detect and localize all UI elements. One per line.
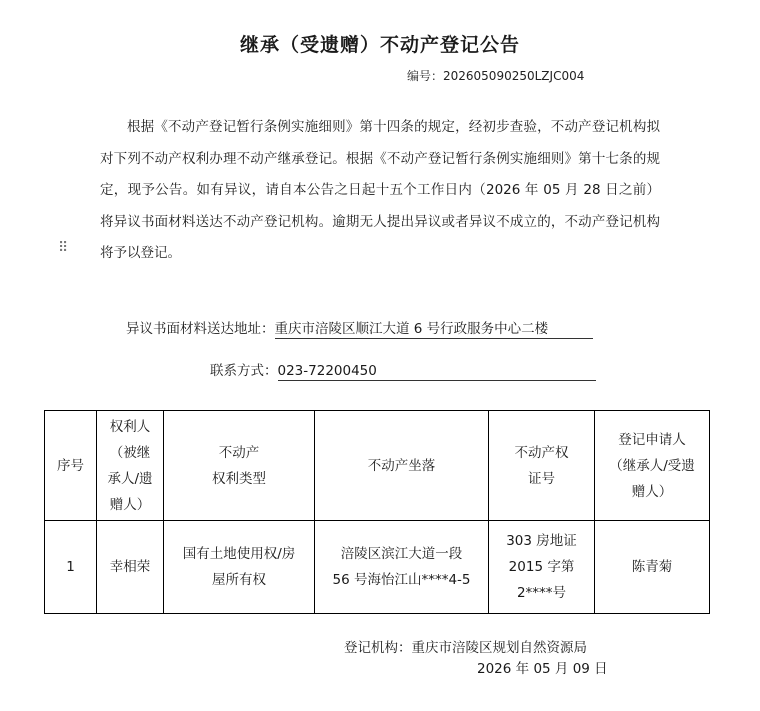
header-applicant (595, 411, 710, 521)
cell-location-line: 56 号海怡江山****4-5 (332, 572, 471, 588)
header-holder (97, 411, 164, 521)
cell-cert-no-line: 2****号 (516, 585, 567, 601)
cell-cert-no (489, 521, 595, 614)
header-cert-no-line: 不动产权 (514, 444, 569, 461)
cell-holder: 幸相荣 (97, 521, 164, 614)
header-right-type (164, 411, 315, 521)
cell-location (315, 521, 489, 614)
cell-location-line: 涪陵区滨江大道一段 (340, 546, 463, 562)
header-cert-no-line: 证号 (528, 470, 555, 487)
objection-address-value: 重庆市涪陵区顺江大道 6 号行政服务中心二楼 (275, 317, 593, 339)
notice-body-paragraph: 根据《不动产登记暂行条例实施细则》第十四条的规定，经初步查验，不动产登记机构拟对下列不动产权利办理不动产继承登记。根据《不动产登记暂行条例实施细则》第十七条的规定，现予公告。如有异议，请自本公告之日起十五个工作日内（2026 年 05 月 28 日之前）将异议书面材料送达不动产登记机构。逾期无人提出异议或者异议不成立的，不动产登记机构将予以登记。 (100, 119, 660, 261)
objection-address-label: 异议书面材料送达地址： (126, 321, 275, 337)
header-applicant-line: 登记申请人 (618, 431, 686, 448)
cell-right-type-line: 国有土地使用权/房 (182, 546, 296, 562)
header-seq: 序号 (45, 411, 97, 521)
notice-title: 继承（受遗赠）不动产登记公告 (239, 34, 520, 56)
cell-cert-no-line: 2015 字第 (508, 559, 575, 575)
header-right-type-line: 权利类型 (212, 470, 266, 487)
header-location: 不动产坐落 (315, 411, 489, 521)
header-holder-line: 赠人） (109, 496, 151, 513)
cell-right-type (164, 521, 315, 614)
cell-cert-no-line: 303 房地证 (506, 533, 577, 549)
cell-right-type-line: 屋所有权 (212, 572, 266, 588)
header-applicant-line: （继承人/受遗 (609, 457, 695, 474)
table-row (45, 521, 710, 614)
notice-date: 2026 年 05 月 09 日 (477, 661, 608, 677)
objection-address-row (126, 317, 593, 339)
header-holder-line: 承人/遗 (107, 470, 153, 487)
header-applicant-line: 赠人） (631, 483, 673, 500)
registration-authority: 登记机构：重庆市涪陵区规划自然资源局 (344, 640, 587, 656)
header-right-type-line: 不动产 (218, 444, 260, 461)
table-header-row (45, 411, 710, 521)
contact-label: 联系方式： (210, 363, 278, 379)
contact-value: 023-72200450 (278, 363, 596, 381)
cell-seq: 1 (45, 521, 97, 614)
registration-table (44, 410, 710, 614)
header-cert-no (489, 411, 595, 521)
header-holder-line: （被继 (109, 444, 151, 461)
cell-applicant: 陈青菊 (595, 521, 710, 614)
header-holder-line: 权利人 (109, 418, 151, 435)
document-number: 编号：202605090250LZJC004 (407, 69, 585, 83)
drag-handle-icon[interactable]: ⠿ (58, 240, 67, 256)
contact-row (210, 359, 596, 381)
